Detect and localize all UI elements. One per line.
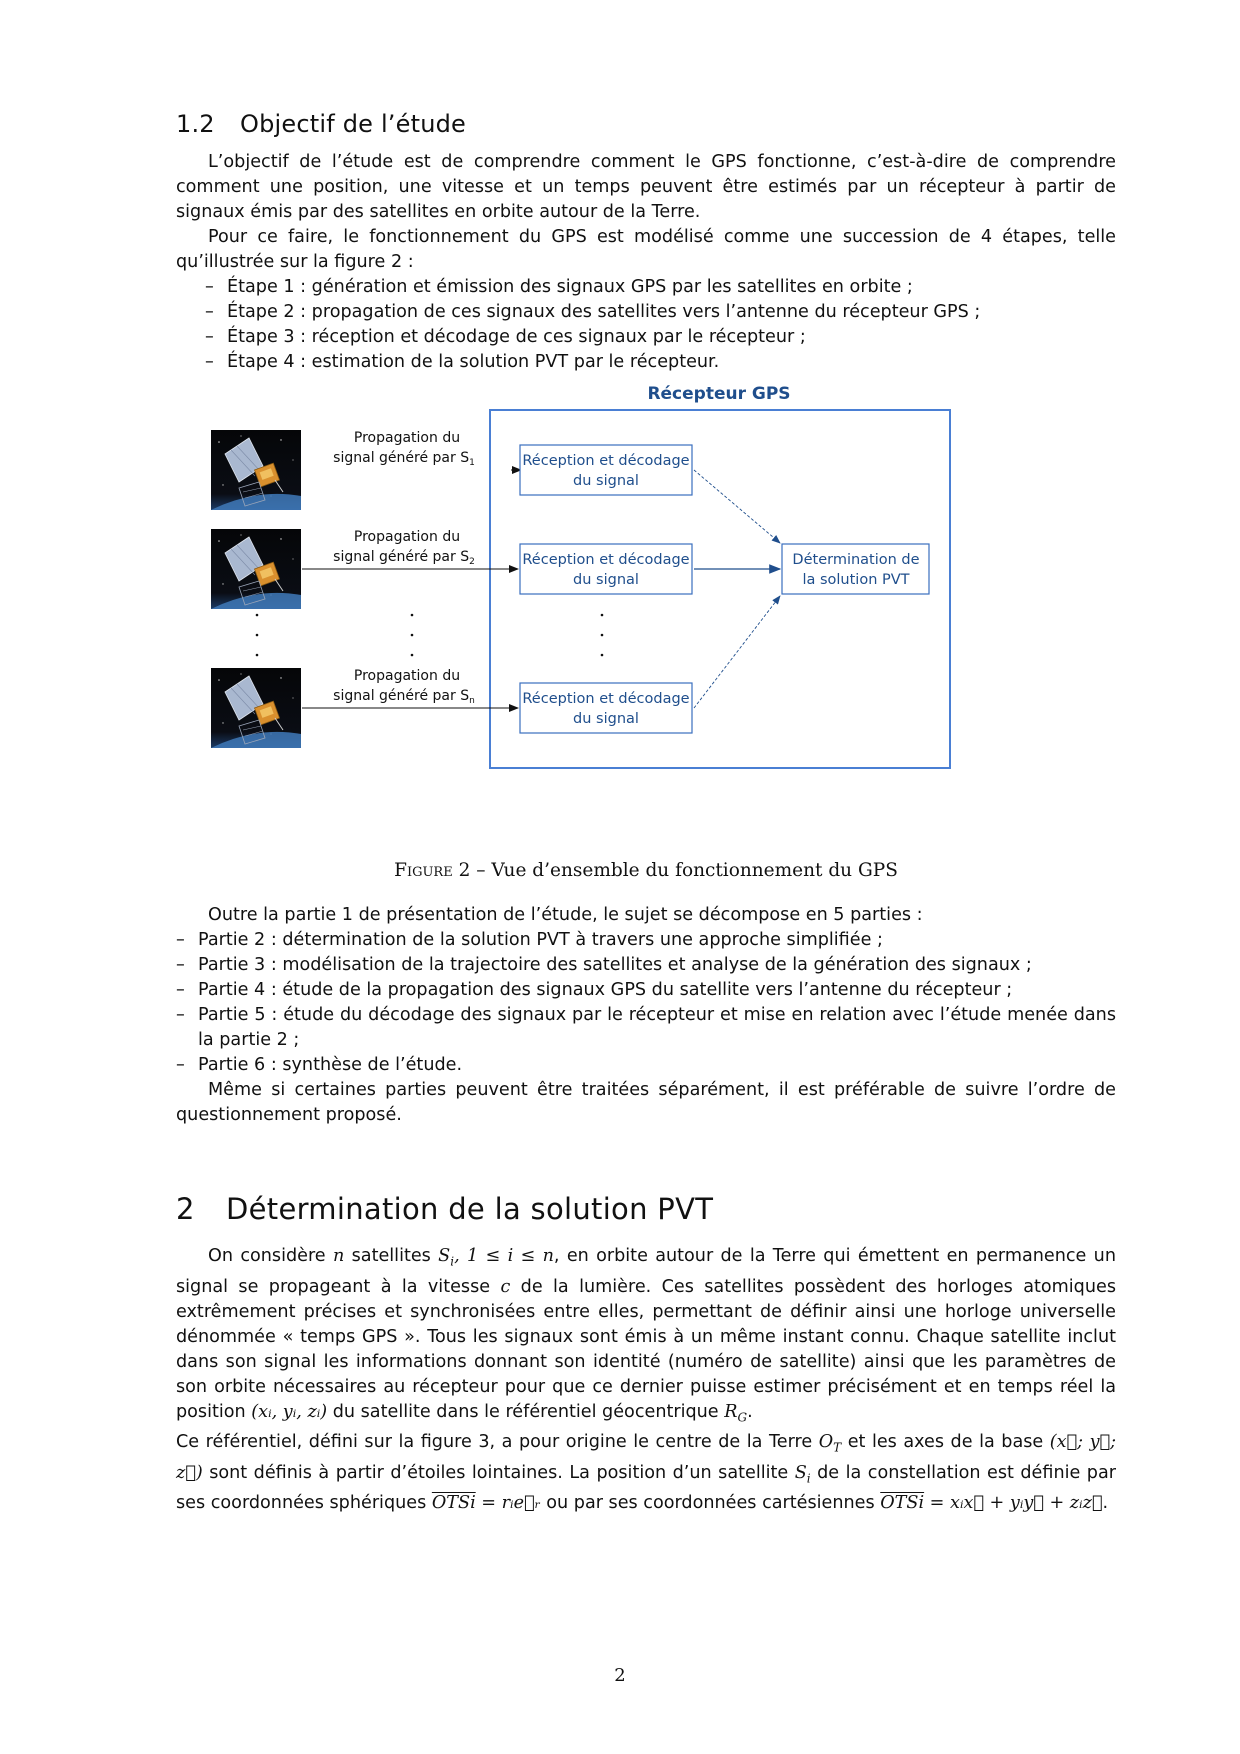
section-number: 2 — [176, 1192, 195, 1226]
paragraph: L’objectif de l’étude est de comprendre comment le GPS fonctionne, c’est-à-dire de comprendre comment une position, une vitesse et un temps peuvent être estimés par un récepteur à partir de signaux émis par des satellites en orbite autour de la Terre. — [176, 152, 1116, 222]
propagation-label-n-line1: Propagation du — [353, 668, 461, 684]
paragraph: Ce référentiel, défini sur la figure 3, a pour origine le centre de la Terre $O_T$ et les axes de la base (x⃗; y⃗; z⃗) sont définis à partir d’étoiles lointaines. La position d’un satellite $S_i$ de la constellation est définie par ses coordonnées sphériques OTSi = rᵢe⃗ᵣ ou par ses coordonnées cartésiennes OTSi = xᵢx⃗ + yᵢy⃗ + zᵢz⃗. — [176, 1432, 1116, 1514]
reception-box-1-line1: Réception et décodage — [522, 453, 690, 469]
pvt-box-line2: la solution PVT — [802, 572, 910, 588]
list-item: – Partie 3 : modélisation de la trajectoire des satellites et analyse de la génération des signaux ; — [176, 955, 1032, 975]
satellite-image-1 — [211, 430, 301, 510]
reception-box-2-line2: du signal — [573, 572, 639, 588]
list-item: – Partie 6 : synthèse de l’étude. — [176, 1055, 463, 1075]
satellite-image-2 — [211, 529, 301, 609]
list-item: – Étape 3 : réception et décodage de ces signaux par le récepteur ; — [205, 327, 806, 347]
list-item: – Étape 2 : propagation de ces signaux des satellites vers l’antenne du récepteur GPS ; — [205, 302, 981, 322]
receiver-title: Récepteur GPS — [647, 385, 791, 404]
section-heading-1-2 — [176, 110, 1116, 138]
propagation-label-1-line2: signal généré par $S_1$ — [333, 450, 475, 468]
list-item: – Partie 4 : étude de la propagation des signaux GPS du satellite vers l’antenne du récepteur ; — [176, 980, 1013, 1000]
section-heading-2 — [176, 1192, 1116, 1226]
gps-overview-figure — [176, 385, 1116, 860]
propagation-label-2-line1: Propagation du — [353, 529, 461, 545]
paragraph: Outre la partie 1 de présentation de l’étude, le sujet se décompose en 5 parties : — [208, 905, 923, 925]
section-number: 1.2 — [176, 110, 215, 138]
page-content — [176, 110, 1116, 1516]
section-title: Objectif de l’étude — [240, 110, 467, 138]
propagation-label-1-line1: Propagation du — [353, 430, 461, 446]
propagation-label-n-line2: signal généré par $S_n$ — [333, 688, 475, 706]
paragraph: On considère n satellites $S_i$, 1 ≤ i ≤ n, en orbite autour de la Terre qui émettent en permanence un signal se propageant à la vitesse c de la lumière. Ces satellites possèdent des horloges atomiques extrêmement précises et synchronisées entre elles, permettant de définir ainsi une horloge universelle dénommée « temps GPS ». Tous les signaux sont émis à un même instant connu. Chaque satellite inclut dans son signal les informations donnant son identité (numéro de satellite) ainsi que les paramètres de son orbite nécessaires au récepteur pour que ce dernier puisse estimer précisément et en temps réel la position (xᵢ, yᵢ, zᵢ) du satellite dans le référentiel géocentrique $R_G$. — [176, 1246, 1116, 1425]
parts-list — [176, 928, 1116, 1078]
figure-caption: Figure 2 – Vue d’ensemble du fonctionnement du GPS — [394, 860, 898, 881]
list-item: – Partie 2 : détermination de la solution PVT à travers une approche simplifiée ; — [176, 930, 883, 950]
satellite-image-n — [211, 668, 301, 748]
section-title: Détermination de la solution PVT — [226, 1192, 714, 1226]
reception-box-2-line1: Réception et décodage — [522, 552, 690, 568]
pvt-box-line1: Détermination de — [792, 552, 920, 568]
paragraph: Pour ce faire, le fonctionnement du GPS est modélisé comme une succession de 4 étapes, telle qu’illustrée sur la figure 2 : — [176, 227, 1116, 272]
paragraph: Même si certaines parties peuvent être traitées séparément, il est préférable de suivre l’ordre de questionnement proposé. — [176, 1080, 1116, 1125]
page-number: 2 — [614, 1665, 626, 1686]
reception-box-1-line2: du signal — [573, 473, 639, 489]
list-item: – Étape 4 : estimation de la solution PVT par le récepteur. — [205, 352, 720, 372]
reception-box-n-line1: Réception et décodage — [522, 691, 690, 707]
reception-box-n-line2: du signal — [573, 711, 639, 727]
propagation-label-2-line2: signal généré par $S_2$ — [333, 549, 475, 567]
list-item: – Étape 1 : génération et émission des signaux GPS par les satellites en orbite ; — [205, 277, 913, 297]
steps-list — [176, 275, 1116, 375]
list-item: – Partie 5 : étude du décodage des signaux par le récepteur et mise en relation avec l’étude menée dans la partie 2 ; — [176, 1005, 1116, 1050]
gps-diagram — [176, 385, 1116, 860]
